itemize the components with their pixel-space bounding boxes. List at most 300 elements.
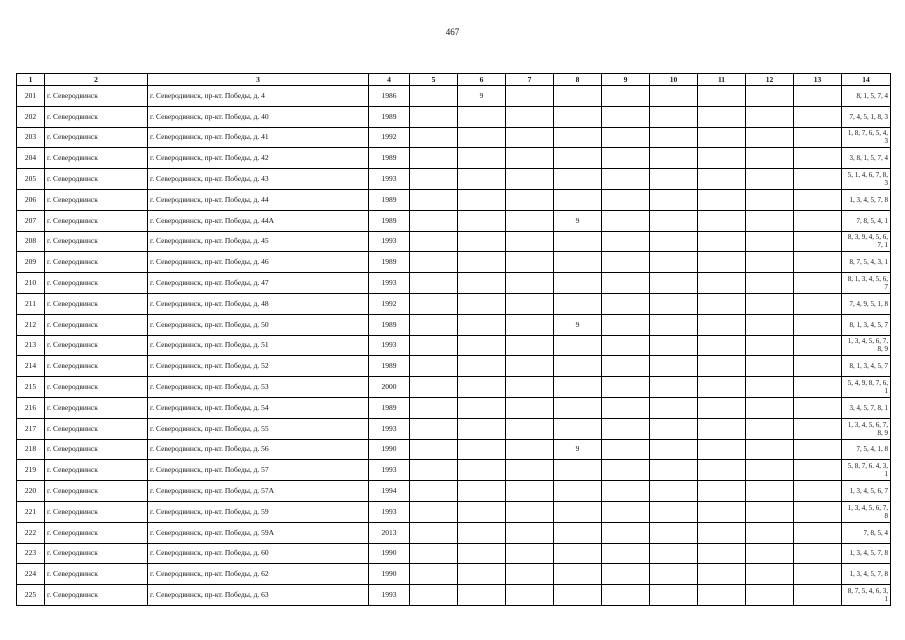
col9-cell [602, 293, 650, 314]
row-number-cell: 220 [17, 481, 45, 502]
codes-cell: 1, 3, 4, 5, 7, 8 [842, 564, 891, 585]
codes-cell: 8, 7, 5, 4, 3, 1 [842, 252, 891, 273]
col10-cell [650, 252, 698, 273]
row-number-cell: 212 [17, 314, 45, 335]
address-cell: г. Северодвинск, пр-кт. Победы, д. 55 [148, 418, 369, 439]
table-row [17, 501, 891, 522]
address-cell: г. Северодвинск, пр-кт. Победы, д. 41 [148, 127, 369, 148]
col6-cell [458, 252, 506, 273]
address-cell: г. Северодвинск, пр-кт. Победы, д. 44 [148, 189, 369, 210]
col11-cell [698, 522, 746, 543]
col12-cell [746, 86, 794, 107]
col10-cell [650, 127, 698, 148]
col9-cell [602, 148, 650, 169]
col13-cell [794, 106, 842, 127]
col6-cell [458, 564, 506, 585]
col13-cell [794, 210, 842, 231]
col9-cell [602, 314, 650, 335]
col6-cell [458, 501, 506, 522]
col7-cell [506, 439, 554, 460]
col12-cell [746, 543, 794, 564]
col7-cell [506, 293, 554, 314]
address-cell: г. Северодвинск, пр-кт. Победы, д. 43 [148, 169, 369, 190]
address-cell: г. Северодвинск, пр-кт. Победы, д. 53 [148, 377, 369, 398]
col9-cell [602, 460, 650, 481]
col5-cell [410, 210, 458, 231]
col11-cell [698, 460, 746, 481]
col11-cell [698, 231, 746, 252]
col7-cell [506, 356, 554, 377]
codes-cell: 1, 3, 4, 5, 7, 8 [842, 543, 891, 564]
col7-cell [506, 189, 554, 210]
col8-cell [554, 564, 602, 585]
col11-cell [698, 418, 746, 439]
col13-cell [794, 314, 842, 335]
year-cell: 1993 [369, 335, 410, 356]
col10-cell [650, 86, 698, 107]
col13-cell [794, 169, 842, 190]
row-number-cell: 209 [17, 252, 45, 273]
codes-cell: 7, 4, 5, 1, 8, 3 [842, 106, 891, 127]
year-cell: 1993 [369, 169, 410, 190]
col9-cell [602, 585, 650, 606]
col13-cell [794, 543, 842, 564]
col10-cell [650, 585, 698, 606]
table-row [17, 231, 891, 252]
year-cell: 1990 [369, 543, 410, 564]
year-cell: 1989 [369, 314, 410, 335]
col13-cell [794, 231, 842, 252]
city-cell: г. Северодвинск [45, 585, 148, 606]
table-row [17, 252, 891, 273]
table-row [17, 106, 891, 127]
codes-cell: 8, 1, 3, 4, 5, 7 [842, 356, 891, 377]
col9-cell [602, 189, 650, 210]
table-row [17, 169, 891, 190]
table-row [17, 293, 891, 314]
col9-cell [602, 481, 650, 502]
codes-cell: 8, 1, 3, 4, 5, 6, 7 [842, 273, 891, 294]
table-row [17, 335, 891, 356]
row-number-cell: 217 [17, 418, 45, 439]
table-row [17, 377, 891, 398]
col5-cell [410, 252, 458, 273]
column-header: 9 [602, 74, 650, 86]
city-cell: г. Северодвинск [45, 460, 148, 481]
table-row [17, 397, 891, 418]
address-cell: г. Северодвинск, пр-кт. Победы, д. 63 [148, 585, 369, 606]
col10-cell [650, 543, 698, 564]
col11-cell [698, 314, 746, 335]
col13-cell [794, 460, 842, 481]
codes-cell: 8, 1, 5, 7, 4 [842, 86, 891, 107]
col13-cell [794, 293, 842, 314]
col7-cell [506, 148, 554, 169]
col7-cell [506, 127, 554, 148]
col13-cell [794, 127, 842, 148]
col12-cell [746, 314, 794, 335]
col12-cell [746, 127, 794, 148]
col7-cell [506, 86, 554, 107]
col8-cell: 9 [554, 314, 602, 335]
year-cell: 1990 [369, 564, 410, 585]
col8-cell [554, 543, 602, 564]
col6-cell [458, 169, 506, 190]
col11-cell [698, 106, 746, 127]
year-cell: 1989 [369, 106, 410, 127]
col8-cell [554, 377, 602, 398]
year-cell: 1989 [369, 148, 410, 169]
col6-cell [458, 377, 506, 398]
city-cell: г. Северодвинск [45, 356, 148, 377]
col9-cell [602, 169, 650, 190]
col7-cell [506, 335, 554, 356]
year-cell: 1993 [369, 585, 410, 606]
year-cell: 2000 [369, 377, 410, 398]
col13-cell [794, 252, 842, 273]
col11-cell [698, 543, 746, 564]
column-header: 12 [746, 74, 794, 86]
col8-cell [554, 169, 602, 190]
address-cell: г. Северодвинск, пр-кт. Победы, д. 48 [148, 293, 369, 314]
col11-cell [698, 189, 746, 210]
table-row [17, 148, 891, 169]
col6-cell [458, 543, 506, 564]
col6-cell [458, 148, 506, 169]
city-cell: г. Северодвинск [45, 543, 148, 564]
col13-cell [794, 439, 842, 460]
col11-cell [698, 273, 746, 294]
col10-cell [650, 273, 698, 294]
year-cell: 1993 [369, 273, 410, 294]
col8-cell [554, 585, 602, 606]
col9-cell [602, 397, 650, 418]
col11-cell [698, 148, 746, 169]
table-row [17, 127, 891, 148]
address-cell: г. Северодвинск, пр-кт. Победы, д. 62 [148, 564, 369, 585]
city-cell: г. Северодвинск [45, 189, 148, 210]
column-header: 6 [458, 74, 506, 86]
col12-cell [746, 460, 794, 481]
col13-cell [794, 564, 842, 585]
col7-cell [506, 210, 554, 231]
col10-cell [650, 356, 698, 377]
codes-cell: 5, 1, 4, 6, 7, 8, 3 [842, 169, 891, 190]
row-number-cell: 224 [17, 564, 45, 585]
city-cell: г. Северодвинск [45, 439, 148, 460]
address-cell: г. Северодвинск, пр-кт. Победы, д. 59 [148, 501, 369, 522]
col12-cell [746, 148, 794, 169]
year-cell: 1989 [369, 252, 410, 273]
col5-cell [410, 501, 458, 522]
col12-cell [746, 169, 794, 190]
table-row [17, 314, 891, 335]
col11-cell [698, 252, 746, 273]
col11-cell [698, 564, 746, 585]
col8-cell [554, 127, 602, 148]
col5-cell [410, 585, 458, 606]
col9-cell [602, 522, 650, 543]
city-cell: г. Северодвинск [45, 481, 148, 502]
col10-cell [650, 189, 698, 210]
col13-cell [794, 377, 842, 398]
col9-cell [602, 543, 650, 564]
col5-cell [410, 231, 458, 252]
col13-cell [794, 148, 842, 169]
year-cell: 1989 [369, 210, 410, 231]
row-number-cell: 208 [17, 231, 45, 252]
col13-cell [794, 189, 842, 210]
table-body [17, 86, 891, 606]
column-header: 13 [794, 74, 842, 86]
table-row [17, 210, 891, 231]
row-number-cell: 203 [17, 127, 45, 148]
table-row [17, 86, 891, 107]
row-number-cell: 202 [17, 106, 45, 127]
year-cell: 1989 [369, 189, 410, 210]
col8-cell [554, 273, 602, 294]
column-header: 7 [506, 74, 554, 86]
col6-cell [458, 397, 506, 418]
col11-cell [698, 397, 746, 418]
col12-cell [746, 293, 794, 314]
col11-cell [698, 501, 746, 522]
table-row [17, 564, 891, 585]
year-cell: 1986 [369, 86, 410, 107]
codes-cell: 5, 4, 9, 8, 7, 6, 1 [842, 377, 891, 398]
col6-cell [458, 106, 506, 127]
city-cell: г. Северодвинск [45, 397, 148, 418]
col12-cell [746, 210, 794, 231]
col5-cell [410, 189, 458, 210]
city-cell: г. Северодвинск [45, 169, 148, 190]
year-cell: 1993 [369, 460, 410, 481]
col5-cell [410, 273, 458, 294]
codes-cell: 1, 8, 7, 6, 5, 4, 3 [842, 127, 891, 148]
row-number-cell: 221 [17, 501, 45, 522]
col5-cell [410, 481, 458, 502]
row-number-cell: 205 [17, 169, 45, 190]
col7-cell [506, 585, 554, 606]
col5-cell [410, 460, 458, 481]
row-number-cell: 207 [17, 210, 45, 231]
col5-cell [410, 356, 458, 377]
year-cell: 1990 [369, 439, 410, 460]
col12-cell [746, 501, 794, 522]
year-cell: 1993 [369, 231, 410, 252]
col5-cell [410, 397, 458, 418]
col6-cell [458, 418, 506, 439]
col13-cell [794, 86, 842, 107]
address-cell: г. Северодвинск, пр-кт. Победы, д. 54 [148, 397, 369, 418]
col13-cell [794, 481, 842, 502]
year-cell: 2013 [369, 522, 410, 543]
address-cell: г. Северодвинск, пр-кт. Победы, д. 47 [148, 273, 369, 294]
col8-cell [554, 293, 602, 314]
col8-cell [554, 418, 602, 439]
col10-cell [650, 377, 698, 398]
address-cell: г. Северодвинск, пр-кт. Победы, д. 44А [148, 210, 369, 231]
codes-cell: 1, 3, 4, 5, 6, 7, 8, 9 [842, 418, 891, 439]
col5-cell [410, 169, 458, 190]
col9-cell [602, 252, 650, 273]
col7-cell [506, 106, 554, 127]
col5-cell [410, 127, 458, 148]
col11-cell [698, 356, 746, 377]
col9-cell [602, 439, 650, 460]
register-table [16, 73, 891, 606]
col12-cell [746, 585, 794, 606]
col5-cell [410, 543, 458, 564]
col12-cell [746, 397, 794, 418]
col6-cell [458, 314, 506, 335]
city-cell: г. Северодвинск [45, 335, 148, 356]
address-cell: г. Северодвинск, пр-кт. Победы, д. 57 [148, 460, 369, 481]
col5-cell [410, 106, 458, 127]
col8-cell [554, 106, 602, 127]
row-number-cell: 223 [17, 543, 45, 564]
col7-cell [506, 169, 554, 190]
col6-cell [458, 460, 506, 481]
city-cell: г. Северодвинск [45, 273, 148, 294]
col8-cell [554, 397, 602, 418]
col7-cell [506, 397, 554, 418]
col10-cell [650, 439, 698, 460]
city-cell: г. Северодвинск [45, 314, 148, 335]
col9-cell [602, 564, 650, 585]
col5-cell [410, 86, 458, 107]
col7-cell [506, 481, 554, 502]
col6-cell [458, 356, 506, 377]
col10-cell [650, 418, 698, 439]
table-row [17, 356, 891, 377]
table-row [17, 439, 891, 460]
col10-cell [650, 169, 698, 190]
table-row [17, 543, 891, 564]
codes-cell: 1, 3, 4, 5, 6, 7 [842, 481, 891, 502]
address-cell: г. Северодвинск, пр-кт. Победы, д. 4 [148, 86, 369, 107]
col12-cell [746, 439, 794, 460]
codes-cell: 8, 1, 3, 4, 5, 7 [842, 314, 891, 335]
col12-cell [746, 231, 794, 252]
col10-cell [650, 460, 698, 481]
col10-cell [650, 564, 698, 585]
col6-cell: 9 [458, 86, 506, 107]
column-header: 2 [45, 74, 148, 86]
col8-cell [554, 335, 602, 356]
col11-cell [698, 169, 746, 190]
codes-cell: 5, 8, 7, 6. 4, 3, 1 [842, 460, 891, 481]
city-cell: г. Северодвинск [45, 252, 148, 273]
table-row [17, 522, 891, 543]
col5-cell [410, 439, 458, 460]
col7-cell [506, 564, 554, 585]
col6-cell [458, 585, 506, 606]
col6-cell [458, 335, 506, 356]
col7-cell [506, 273, 554, 294]
col6-cell [458, 210, 506, 231]
row-number-cell: 219 [17, 460, 45, 481]
city-cell: г. Северодвинск [45, 210, 148, 231]
table-row [17, 189, 891, 210]
col5-cell [410, 377, 458, 398]
row-number-cell: 204 [17, 148, 45, 169]
codes-cell: 1, 3, 4, 5, 7, 8 [842, 189, 891, 210]
col9-cell [602, 127, 650, 148]
row-number-cell: 206 [17, 189, 45, 210]
col7-cell [506, 377, 554, 398]
col12-cell [746, 335, 794, 356]
codes-cell: 8, 7, 5, 4, 6, 3, 1 [842, 585, 891, 606]
col11-cell [698, 210, 746, 231]
col9-cell [602, 418, 650, 439]
codes-cell: 7, 8, 5, 4, 1 [842, 210, 891, 231]
codes-cell: 7, 8, 5, 4 [842, 522, 891, 543]
col7-cell [506, 543, 554, 564]
col13-cell [794, 356, 842, 377]
col9-cell [602, 335, 650, 356]
year-cell: 1994 [369, 481, 410, 502]
address-cell: г. Северодвинск, пр-кт. Победы, д. 52 [148, 356, 369, 377]
codes-cell: 3, 8, 1, 5, 7, 4 [842, 148, 891, 169]
table-row [17, 481, 891, 502]
address-cell: г. Северодвинск, пр-кт. Победы, д. 42 [148, 148, 369, 169]
col11-cell [698, 335, 746, 356]
col6-cell [458, 189, 506, 210]
codes-cell: 1, 3, 4, 5, 6, 7, 8 [842, 501, 891, 522]
col9-cell [602, 356, 650, 377]
col11-cell [698, 293, 746, 314]
col8-cell [554, 356, 602, 377]
col6-cell [458, 127, 506, 148]
col9-cell [602, 231, 650, 252]
codes-cell: 3, 4, 5, 7, 8, 1 [842, 397, 891, 418]
col5-cell [410, 418, 458, 439]
address-cell: г. Северодвинск, пр-кт. Победы, д. 56 [148, 439, 369, 460]
col5-cell [410, 564, 458, 585]
col11-cell [698, 439, 746, 460]
col12-cell [746, 418, 794, 439]
row-number-cell: 201 [17, 86, 45, 107]
row-number-cell: 211 [17, 293, 45, 314]
col7-cell [506, 501, 554, 522]
column-header: 8 [554, 74, 602, 86]
row-number-cell: 216 [17, 397, 45, 418]
col12-cell [746, 481, 794, 502]
col12-cell [746, 252, 794, 273]
col12-cell [746, 377, 794, 398]
column-header: 3 [148, 74, 369, 86]
row-number-cell: 210 [17, 273, 45, 294]
address-cell: г. Северодвинск, пр-кт. Победы, д. 50 [148, 314, 369, 335]
col5-cell [410, 148, 458, 169]
year-cell: 1989 [369, 356, 410, 377]
row-number-cell: 213 [17, 335, 45, 356]
col8-cell [554, 231, 602, 252]
col5-cell [410, 335, 458, 356]
col12-cell [746, 522, 794, 543]
year-cell: 1989 [369, 397, 410, 418]
col12-cell [746, 356, 794, 377]
column-header: 1 [17, 74, 45, 86]
city-cell: г. Северодвинск [45, 564, 148, 585]
col7-cell [506, 522, 554, 543]
col8-cell [554, 460, 602, 481]
city-cell: г. Северодвинск [45, 418, 148, 439]
header-row [17, 74, 891, 86]
address-cell: г. Северодвинск, пр-кт. Победы, д. 57А [148, 481, 369, 502]
col13-cell [794, 335, 842, 356]
